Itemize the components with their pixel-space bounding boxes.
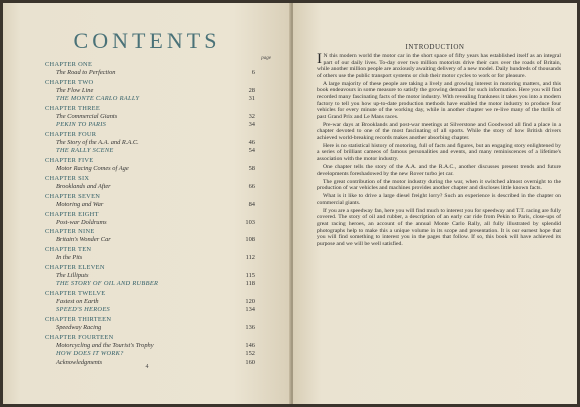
toc-entry-title: Acknowledgments bbox=[56, 358, 103, 366]
toc-entry-title: CHAPTER THIRTEEN bbox=[45, 316, 112, 324]
intro-paragraph: Pre-war days at Brooklands and post-war meetings at Silverstone and Goodwood all find a place in a chapter devoted to one of the most fascinating of all sports. While the story of how British drivers achieved world-breaking records makes another absorbing chapter. bbox=[317, 121, 561, 141]
toc-entry-title: In the Pits bbox=[56, 254, 83, 262]
toc-entry-page: 34 bbox=[248, 121, 255, 129]
toc-entry bbox=[45, 324, 255, 333]
toc-entry-title: CHAPTER THREE bbox=[45, 104, 101, 112]
toc-entry-title: Motorcycling and the Tourist's Trophy bbox=[56, 341, 154, 349]
page-column-heading: page bbox=[261, 56, 271, 61]
toc-entry bbox=[45, 306, 255, 315]
toc-entry-title: CHAPTER EIGHT bbox=[45, 210, 99, 218]
toc-entry-page: 32 bbox=[248, 112, 255, 120]
toc-entry-title: Speedway Racing bbox=[56, 324, 102, 332]
toc-entry-title: CHAPTER ONE bbox=[45, 61, 93, 68]
toc-entry-title: CHAPTER FOUR bbox=[45, 131, 97, 138]
toc-entry-page: 115 bbox=[245, 271, 255, 279]
intro-paragraph: Here is no statistical history of motoring, full of facts and figures, but an engaging story enlightened by a series of brilliant cameos of famous personalities and events, and many reminiscences of a lifetime's association with the motor industry. bbox=[317, 142, 561, 163]
intro-paragraph-text: N this modern world the motor car in the short space of fifty years has established itself as an integral part of our daily lives. To-day over two million motorists drive their cars over the roads of Britain, while another million people are anxiously awaiting delivery of a new model. Daily hundreds of thousands of others use the public transport systems or club their motor cycles to work or for pleasure. bbox=[317, 53, 561, 79]
intro-paragraph: The great contribution of the motor industry during the war, when it switched almost overnight to the production of war vehicles and machines provides another chapter and discloses little known facts. bbox=[317, 178, 561, 192]
intro-paragraph: What is it like to drive a large diesel freight lorry? Such an experience is described in the chapter on commercial giants. bbox=[317, 193, 561, 206]
toc-entry-title: PEKIN TO PARIS bbox=[56, 121, 107, 129]
introduction-heading: INTRODUCTION bbox=[405, 43, 465, 51]
toc-entry-page: 31 bbox=[248, 95, 255, 103]
toc-entry-page: 118 bbox=[245, 280, 255, 288]
toc-entry bbox=[45, 165, 255, 174]
toc-entry-title: HOW DOES IT WORK? bbox=[56, 350, 124, 358]
toc-entry-title: THE MONTE CARLO RALLY bbox=[56, 95, 140, 103]
toc-entry-page: 6 bbox=[251, 69, 255, 76]
toc-entry-title: CHAPTER TWO bbox=[45, 78, 94, 86]
toc-entry-title: CHAPTER FIVE bbox=[45, 157, 94, 165]
toc-entry bbox=[45, 219, 255, 228]
toc-entry-page: 54 bbox=[248, 147, 255, 155]
toc-entry-page: 160 bbox=[245, 358, 255, 366]
toc-entry bbox=[45, 147, 255, 156]
toc-entry-title: The Lilliputs bbox=[56, 271, 89, 279]
toc-entry-page: 28 bbox=[248, 86, 255, 94]
introduction-text bbox=[317, 53, 561, 249]
intro-paragraph: One chapter tells the story of the A.A. and the R.A.C., another discusses present trends and future developments foreshadowed by the new Rover turbo jet car. bbox=[317, 164, 561, 177]
toc-entry-title: THE RALLY SCENE bbox=[56, 147, 114, 155]
toc-entry-title: Post-war Doldrums bbox=[56, 218, 107, 226]
toc-entry-title: CHAPTER TEN bbox=[45, 246, 92, 254]
book-spread bbox=[3, 3, 577, 404]
toc-entry-title: Motoring and War bbox=[56, 200, 104, 208]
toc-entry-title: The Flow Line bbox=[56, 86, 94, 94]
contents-title: CONTENTS bbox=[73, 28, 221, 53]
toc-entry-page: 108 bbox=[245, 236, 255, 244]
toc-entry-title: THE STORY OF OIL AND RUBBER bbox=[56, 280, 159, 288]
toc-entry-title: CHAPTER ELEVEN bbox=[45, 263, 105, 271]
toc-entry-page: 134 bbox=[245, 306, 255, 314]
toc-entry-page: 58 bbox=[248, 165, 255, 173]
toc-entry bbox=[45, 280, 255, 289]
toc-entry bbox=[45, 201, 255, 210]
toc-entry bbox=[45, 69, 255, 78]
toc-entry-title: CHAPTER NINE bbox=[45, 228, 95, 236]
contents-page bbox=[3, 3, 291, 404]
toc-entry-page: 103 bbox=[245, 218, 255, 226]
toc-entry bbox=[45, 183, 255, 192]
drop-cap: I bbox=[317, 51, 322, 67]
toc-entry-page: 146 bbox=[245, 341, 255, 349]
page-number: 4 bbox=[145, 364, 149, 370]
toc-entry-title: CHAPTER TWELVE bbox=[45, 290, 106, 297]
toc-entry-page: 46 bbox=[248, 139, 255, 146]
toc-entry-page: 152 bbox=[245, 350, 255, 358]
intro-paragraph: If you are a speedway fan, here you will find much to interest you for speedway and T.T. racing are fully covered. The story of oil and rubber, a description of an early car ride from Pekin to Paris, close-ups of great racing heroes, an account of the annual Monte Carlo Rally, all fully illustrated by splendid photographs help to make this a unique volume in its scope and presentation. It is our earnest hope that you will find something to interest you in the pages that follow. If so, this book will have achieved its purpose and we will be well satisfied. bbox=[317, 207, 561, 247]
toc-entry-page: 84 bbox=[248, 200, 255, 208]
toc-entry-page: 136 bbox=[245, 324, 255, 332]
toc-entry-title: CHAPTER SIX bbox=[45, 174, 90, 182]
toc-entry-title: Motor Racing Comes of Age bbox=[56, 165, 129, 173]
toc-entry-title: The Commercial Giants bbox=[56, 112, 118, 120]
toc-entry bbox=[45, 236, 255, 245]
toc-entry-title: The Road to Perfection bbox=[56, 69, 116, 76]
toc-entry-title: Brooklands and After bbox=[56, 182, 111, 190]
intro-paragraph bbox=[317, 53, 561, 79]
toc-entry bbox=[45, 95, 255, 104]
toc-entry-title: CHAPTER SEVEN bbox=[45, 192, 101, 200]
toc-entry-title: CHAPTER FOURTEEN bbox=[45, 333, 114, 341]
introduction-page bbox=[293, 3, 577, 404]
toc-entry-title: SPEED'S HEROES bbox=[56, 306, 111, 314]
intro-paragraph: A large majority of these people are taking a lively and growing interest in motoring matters, and this book endeavours in some measure to satisfy the growing demand for such information. Here you will find recorded many fascinating facts of the motor industry. With revealing frankness it takes you into a modern factory to tell you how up-to-date production methods have enabled the motor industry to produce four vehicles for every minute of the working day, while in another chapter we re-live many of the thrills of past Grand Prix and Le Mans races. bbox=[317, 80, 561, 120]
toc-entry bbox=[45, 254, 255, 263]
toc-entry-title: The Story of the A.A. and R.A.C. bbox=[56, 139, 139, 146]
toc-entry-title: Britain's Wonder Car bbox=[56, 236, 111, 244]
toc-entry bbox=[45, 121, 255, 130]
toc-entry-page: 66 bbox=[248, 182, 255, 190]
toc-entry-page: 112 bbox=[245, 254, 255, 262]
toc-entry-page: 120 bbox=[245, 298, 255, 305]
toc-entry-title: Fastest on Earth bbox=[56, 298, 99, 305]
